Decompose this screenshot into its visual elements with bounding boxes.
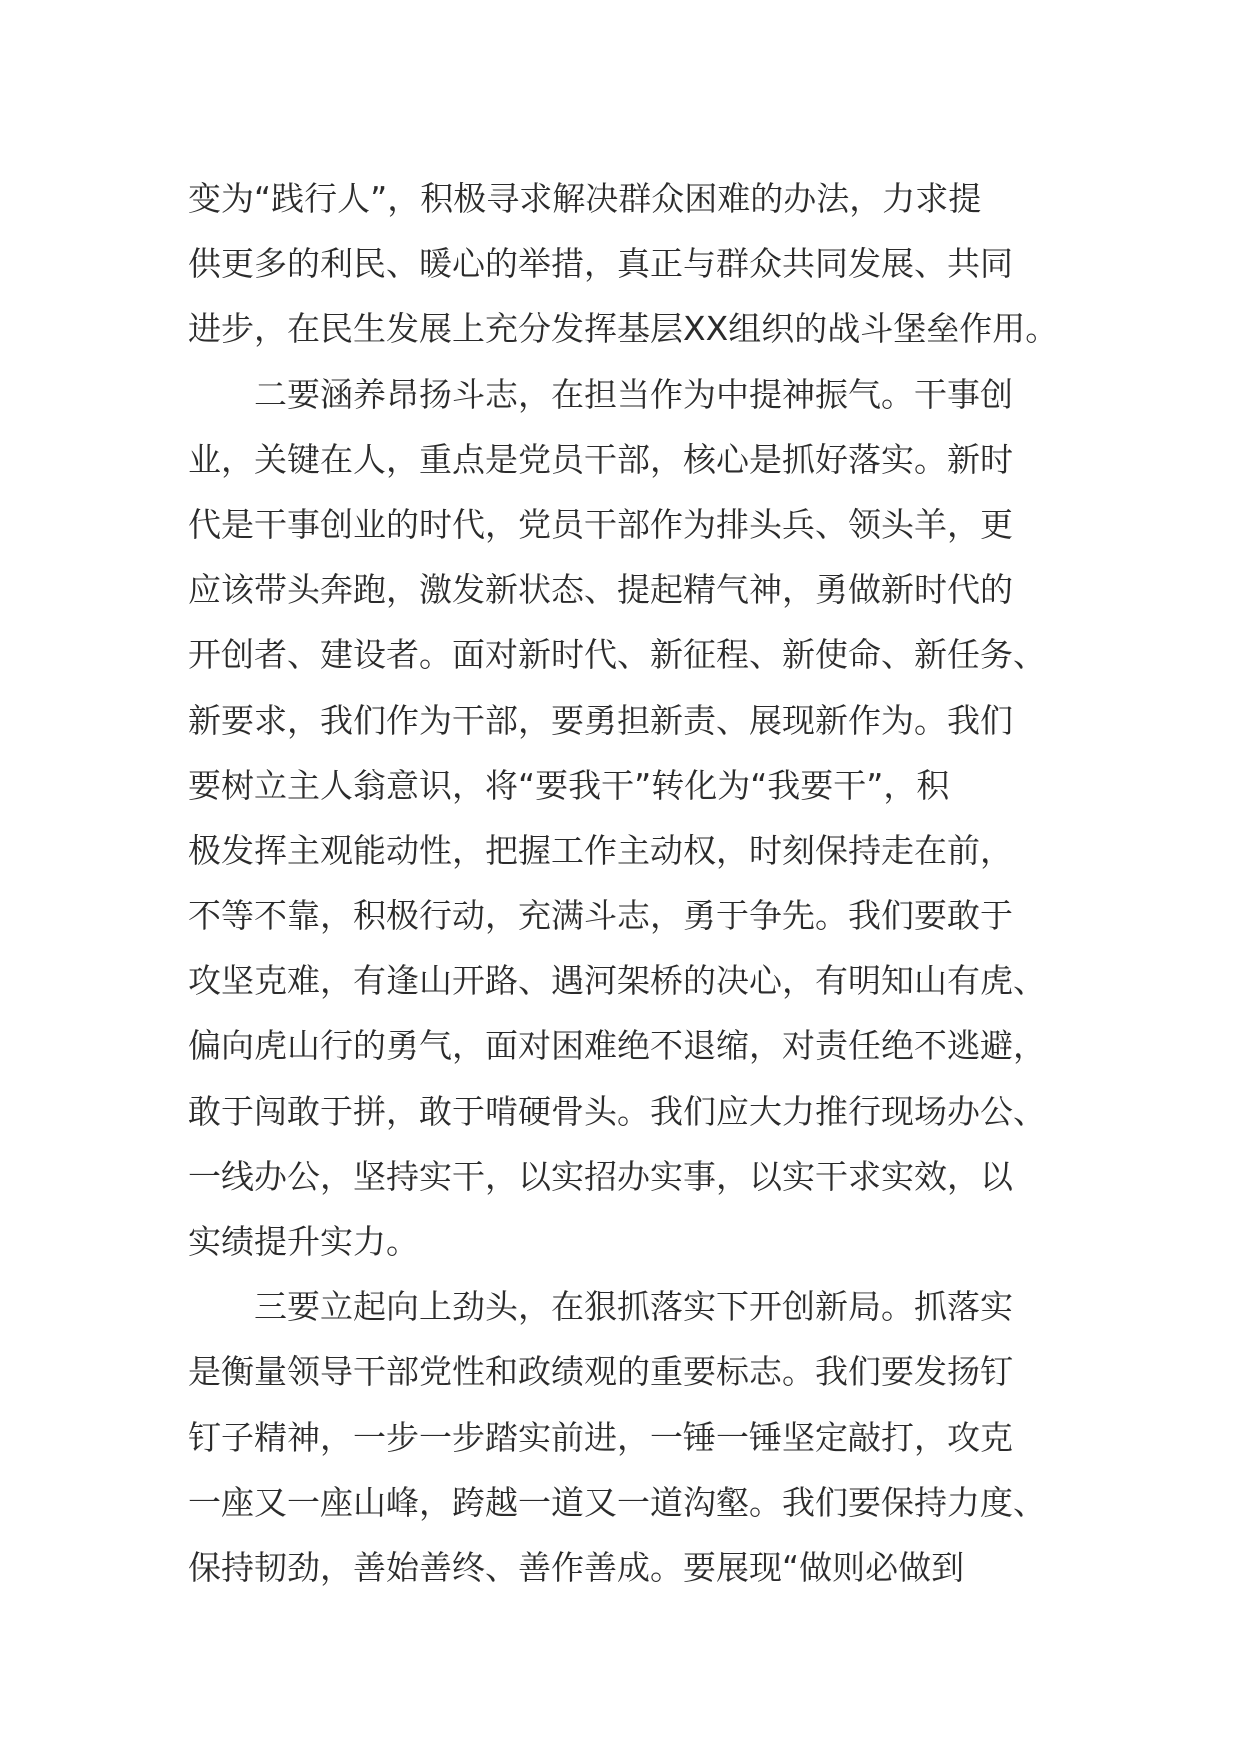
text-line: 变为“践行人”，积极寻求解决群众困难的办法，力求提: [188, 179, 982, 218]
text-line: 极发挥主观能动性，把握工作主动权，时刻保持走在前，: [188, 830, 1013, 870]
paragraph-start-line: 二要涵养昂扬斗志，在担当作为中提神振气。干事创: [188, 374, 1013, 414]
text-line: 供更多的利民、暖心的举措，真正与群众共同发展、共同: [188, 244, 1013, 284]
text-line: 是衡量领导干部党性和政绩观的重要标志。我们要发扬钉: [188, 1352, 1013, 1392]
text-line: 应该带头奔跑，激发新状态、提起精气神，勇做新时代的: [188, 570, 1013, 610]
text-line: 业，关键在人，重点是党员干部，核心是抓好落实。新时: [188, 439, 1013, 479]
text-line: 开创者、建设者。面对新时代、新征程、新使命、新任务、: [188, 635, 1046, 675]
paragraph-start-line: 三要立起向上劲头，在狠抓落实下开创新局。抓落实: [188, 1287, 1013, 1327]
text-line: 钉子精神，一步一步踏实前进，一锤一锤坚定敲打，攻克: [188, 1417, 1013, 1457]
text-line: 敢于闯敢于拼，敢于啃硬骨头。我们应大力推行现场办公、: [188, 1091, 1046, 1131]
text-line: 偏向虎山行的勇气，面对困难绝不退缩，对责任绝不逃避，: [188, 1026, 1046, 1066]
text-line: 一座又一座山峰，跨越一道又一道沟壑。我们要保持力度、: [188, 1482, 1046, 1522]
text-line: 保持韧劲，善始善终、善作善成。要展现“做则必做到: [188, 1547, 965, 1587]
text-line: 不等不靠，积极行动，充满斗志，勇于争先。我们要敢于: [188, 896, 1013, 936]
text-line: 一线办公，坚持实干，以实招办实事，以实干求实效，以: [188, 1156, 1013, 1196]
text-line: 代是干事创业的时代，党员干部作为排头兵、领头羊，更: [188, 504, 1013, 544]
body-text: [188, 166, 1088, 1600]
text-line: 实绩提升实力。: [188, 1222, 419, 1261]
text-line: 新要求，我们作为干部，要勇担新责、展现新作为。我们: [188, 700, 1013, 740]
text-line: 要树立主人翁意识，将“要我干”转化为“我要干”，积: [188, 765, 950, 805]
text-line: 攻坚克难，有逢山开路、遇河架桥的决心，有明知山有虎、: [188, 961, 1046, 1001]
text-line: 进步，在民生发展上充分发挥基层XX组织的战斗堡垒作用。: [188, 309, 1059, 349]
